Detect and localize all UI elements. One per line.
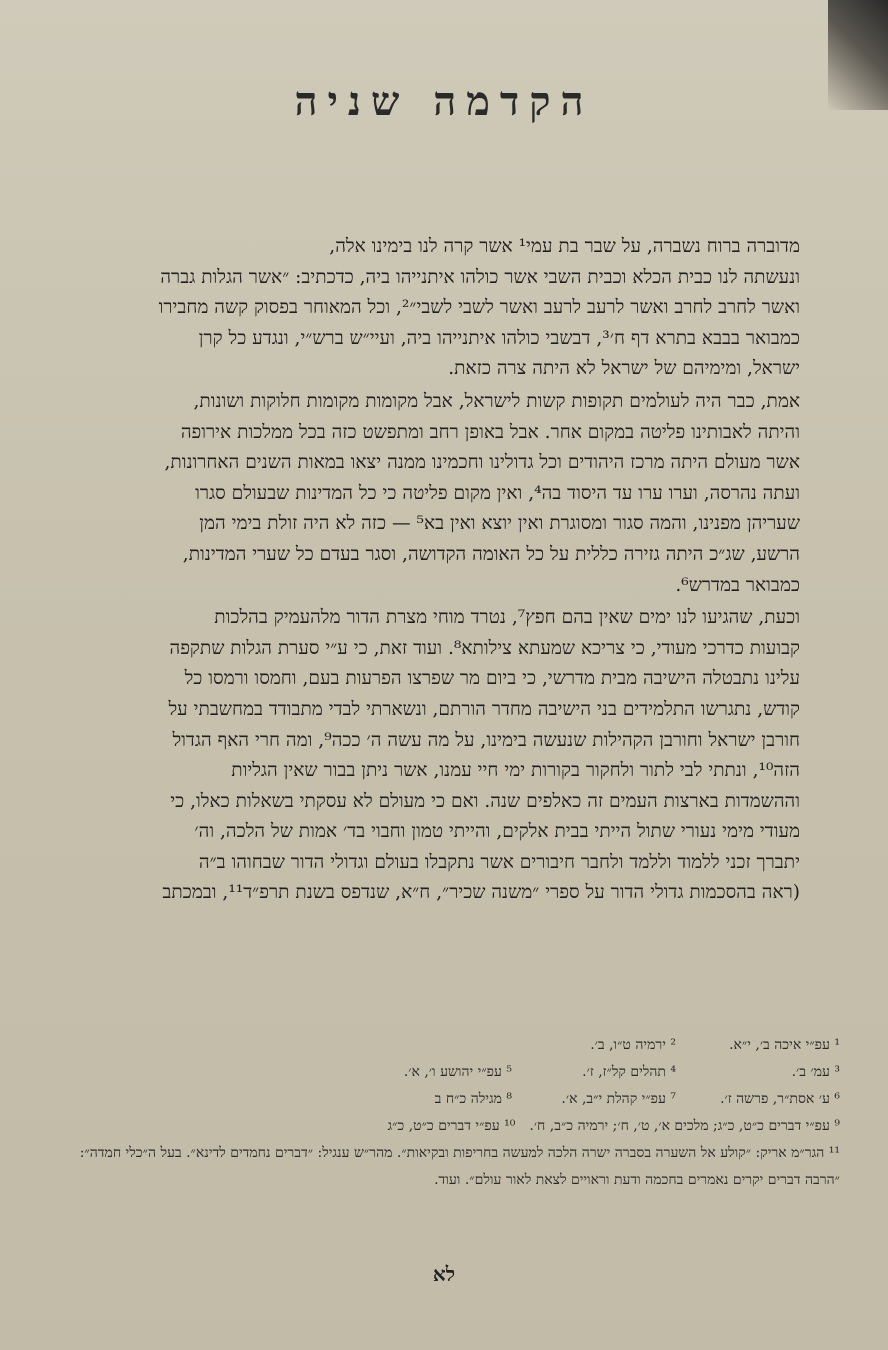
text-line: ואשר לחרב לחרב ואשר לרעב לרעב ואשר לשבי לשבי״², וכל המאוחר בפסוק קשה מחבירו — [158, 297, 800, 319]
text-line: כמבואר במדרש⁶. — [675, 574, 800, 596]
body-text — [76, 232, 826, 909]
text-line: שעריהן מפנינו, והמה סגור ומסוגרת ואין יוצא ואין בא⁵ — כזה לא היה זולת בימי המן — [199, 513, 800, 535]
footnotes — [76, 1032, 840, 1194]
footnote-row — [76, 1086, 840, 1113]
text-line: מדוברה ברוח נשברה, על שבר בת עמי¹ אשר קרה לנו בימינו אלה, — [329, 236, 800, 257]
page-number: לא — [432, 1262, 456, 1286]
paragraph — [76, 603, 826, 909]
footnote: ² ירמיה ט״ו, ב׳. — [590, 1037, 676, 1053]
footnote: ⁸ מגילה כ״ח ב — [434, 1091, 512, 1107]
text-line: אשר מעולם היתה מרכז היהודים וכל גדולינו וחכמינו ממנה יצאו במאות השנים האחרונות, — [164, 452, 800, 474]
footnote: ¹⁰ עפ״י דברים כ״ט, כ״ג — [387, 1118, 516, 1134]
footnote-row — [76, 1032, 840, 1059]
footnote: ⁶ ע׳ אסת״ר, פרשה ז׳. — [720, 1091, 840, 1107]
chapter-title: הקדמה שניה — [294, 78, 594, 125]
text-line: וכעת, שהגיעו לנו ימים שאין בהם חפץ⁷, נטרד מוחי מצרת הדור מלהעמיק בהלכות — [214, 607, 800, 629]
text-line: אמת, כבר היה לעולמים תקופות קשות לישראל, אבל מקומות מקומות חלוקות ושונות, — [193, 390, 800, 412]
footnote: ⁹ עפ״י דברים כ״ט, כ״ג; מלכים א׳, ט׳, ח׳; ירמיה כ״ב, ח׳. — [529, 1118, 840, 1134]
text-line: עלינו נתבטלה הישיבה מבית מדרשי, כי ביום מר שפרצו הפרעות בעם, וחמסו ורמסו כל — [184, 668, 800, 690]
text-line: ישראל, ומימיהם של ישראל לא היתה צרה כזאת. — [448, 358, 800, 380]
text-line: (ראה בהסכמות גדולי הדור על ספרי ״משנה שכיר״, ח״א, שנדפס בשנת תרפ״ד¹¹, ובמכתב — [162, 882, 800, 904]
footnote-long: ¹¹ הגר״מ אריק: ״קולע אל השערה בסברה ישרה הלכה למעשה בחריפות ובקיאות״. מהר״ש ענגיל: ״דברים נחמדים לדינא״. בעל ה״כלי חמדה״: ״הרבה דברים יקרים נאמרים בחכמה ודעת וראויים לצאת לאור עולם״. ועוד. — [79, 1145, 840, 1188]
text-line: וההשמדות בארצות העמים זה כאלפים שנה. ואם כי מעולם לא עסקתי בשאלות כאלו, כי — [170, 790, 800, 812]
text-line: הרשע, שג״כ היתה גזירה כללית על כל האומה הקדושה, וסגר בעדם כל שערי המדינות, — [182, 543, 800, 565]
text-line: קודש, נתגרשו התלמידים בני הישיבה מחדר הורתם, ונשארתי לבדי מתבודד במחשבתי על — [168, 698, 800, 720]
text-line: והיתה לאבותינו פליטה במקום אחר. אבל באופן רחב ומתפשט כזה בכל ממלכות אירופה — [180, 421, 800, 443]
text-line: הזה¹⁰, ונתתי לבי לתור ולחקור בקורות ימי חיי עמנו, אשר ניתן בבור שאין הגליות — [231, 760, 800, 782]
footnote: ¹ עפ״י איכה ב׳, י״א. — [729, 1037, 840, 1053]
footnote-row — [76, 1113, 840, 1140]
footnote: ³ עמ׳ ב׳. — [791, 1064, 840, 1080]
text-line: ונעשתה לנו כבית הכלא וכבית השבי אשר כולהו איתנייהו ביה, כדכתיב: ״אשר הגלות גברה — [160, 266, 800, 288]
footnote-row — [76, 1059, 840, 1086]
text-line: חורבן ישראל וחורבן הקהילות שנעשה בימינו, על מה עשה ה׳ ככה⁹, ומה חרי האף הגדול — [172, 729, 800, 751]
text-line: מעודי מימי נעורי שתול הייתי בבית אלקים, והייתי טמון וחבוי בד׳ אמות של הלכה, וה׳ — [194, 821, 800, 843]
footnote: ⁴ תהלים קל״ז, ז׳. — [582, 1064, 676, 1080]
text-line: כמבואר בבבא בתרא דף ח׳³, דבשבי כולהו איתנייהו ביה, ועיי״ש ברש״י, ונגדע כל קרן — [198, 327, 800, 349]
footnote: ⁵ עפ״י יהושע ו׳, א׳. — [403, 1064, 512, 1080]
paragraph — [76, 387, 826, 601]
footnote: ⁷ עפ״י קהלת י״ב, א׳. — [561, 1091, 676, 1107]
text-line: קבועות כדרכי מעודי, כי צריכא שמעתא צילותא⁸. ועוד זאת, כי ע״י סערת הגלות שתקפה — [169, 637, 800, 659]
paragraph — [76, 232, 826, 385]
text-line: יתברך זכני ללמוד וללמד ולחבר חיבורים אשר נתקבלו בעולם וגדולי הדור שבחוהו ב״ה — [198, 851, 800, 873]
text-line: ועתה נהרסה, וערו ערו עד היסוד בה⁴, ואין מקום פליטה כי כל המדינות שבעולם סגרו — [195, 482, 800, 504]
